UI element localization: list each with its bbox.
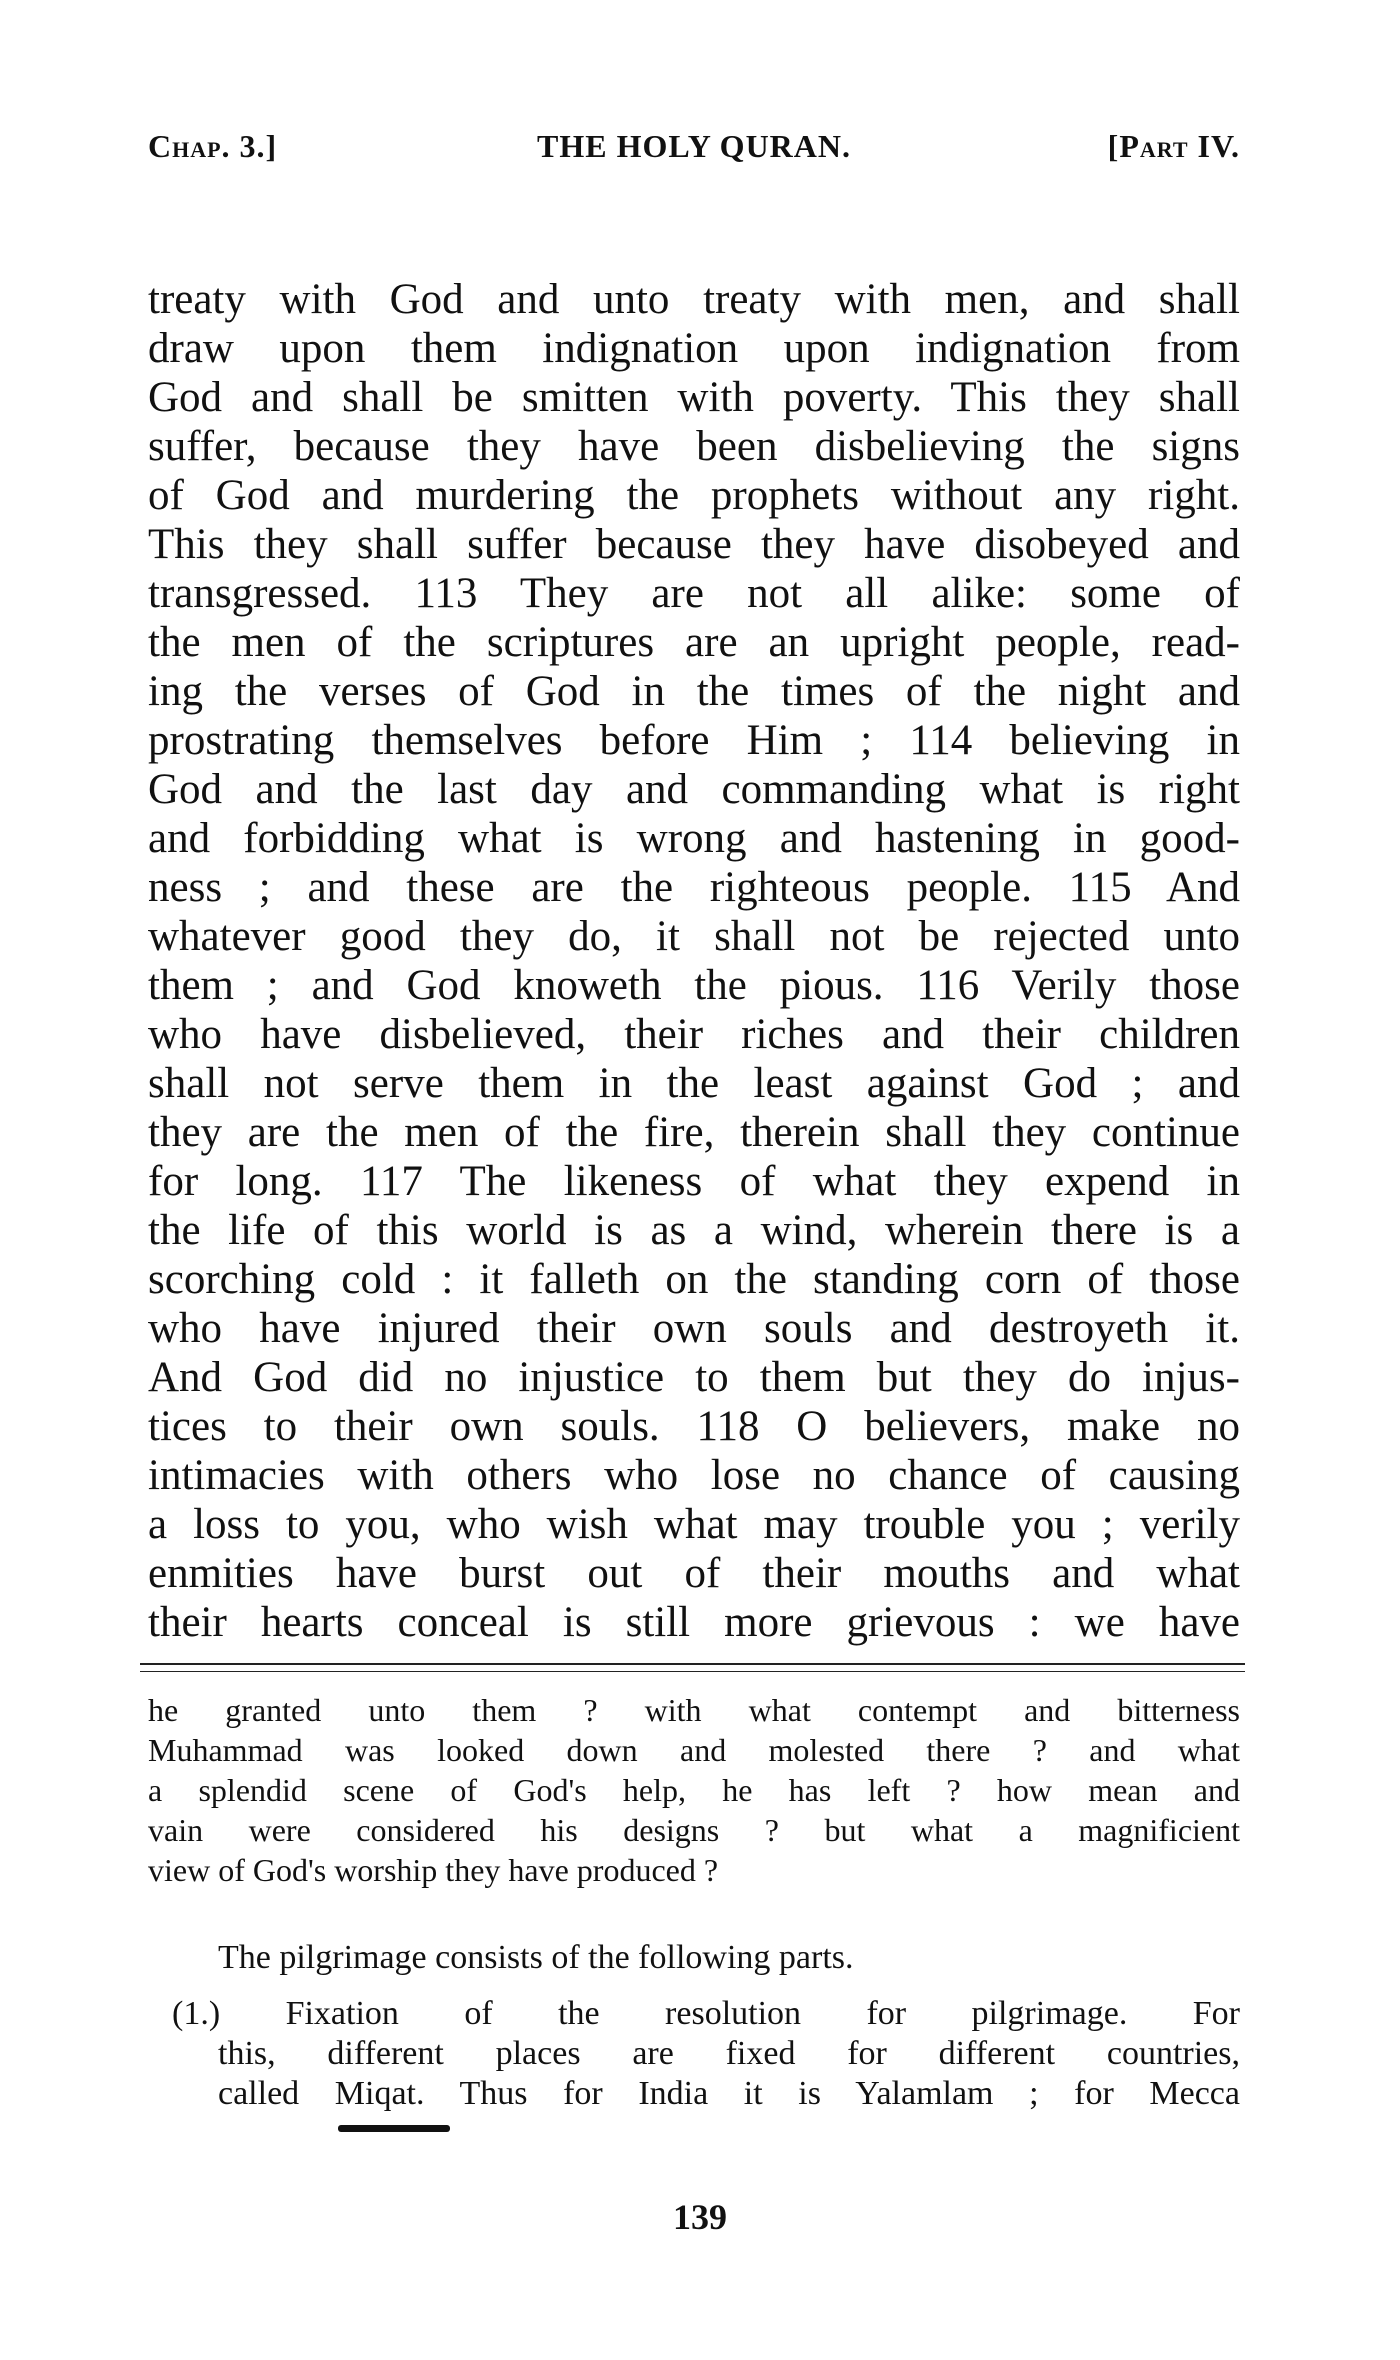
text-line: who have disbelieved, their riches and their children	[148, 1011, 1240, 1058]
text-line: transgressed. 113 They are not all alike: some of	[148, 570, 1240, 617]
footnote-line: view of God's worship they have produced ?	[148, 1852, 719, 1888]
text-line: them ; and God knoweth the pious. 116 Verily those	[148, 962, 1240, 1009]
footnote-divider-thin	[140, 1671, 1245, 1672]
header-title: THE HOLY QURAN.	[536, 128, 851, 164]
footnote-line: vain were considered his designs ? but what a magnificient	[148, 1812, 1240, 1848]
text-line: God and shall be smitten with poverty. This they shall	[148, 374, 1240, 421]
text-line: enmities have burst out of their mouths and what	[148, 1550, 1240, 1597]
text-line: And God did no injustice to them but they do injus-	[148, 1354, 1240, 1401]
page-number: 139	[673, 2197, 727, 2237]
text-line: prostrating themselves before Him ; 114 believing in	[148, 717, 1240, 764]
text-line: God and the last day and commanding what is right	[148, 766, 1240, 813]
ink-underline-mark	[338, 2125, 450, 2132]
text-line: treaty with God and unto treaty with men, and shall	[148, 276, 1240, 323]
footnote-list-line: this, different places are fixed for different countries,	[218, 2035, 1240, 2072]
text-line: and forbidding what is wrong and hastening in good-	[148, 815, 1240, 862]
text-line: the men of the scriptures are an upright people, read-	[148, 619, 1240, 666]
footnote-divider	[140, 1663, 1245, 1665]
text-line: tices to their own souls. 118 O believers, make no	[148, 1403, 1240, 1450]
text-line: scorching cold : it falleth on the standing corn of those	[148, 1256, 1240, 1303]
text-line: the life of this world is as a wind, wherein there is a	[148, 1207, 1240, 1254]
text-line: This they shall suffer because they have disobeyed and	[148, 521, 1240, 568]
text-line: ing the verses of God in the times of the night and	[148, 668, 1240, 715]
text-line: whatever good they do, it shall not be rejected unto	[148, 913, 1240, 960]
text-line: they are the men of the fire, therein shall they continue	[148, 1109, 1240, 1156]
text-line: suffer, because they have been disbelieving the signs	[148, 423, 1240, 470]
text-line: for long. 117 The likeness of what they expend in	[148, 1158, 1240, 1205]
text-line: ness ; and these are the righteous people. 115 And	[148, 864, 1240, 911]
footnote-list-line: called Miqat. Thus for India it is Yalamlam ; for Mecca	[218, 2075, 1240, 2112]
header-chapter: Chap. 3.]	[148, 128, 278, 164]
footnote-text	[148, 1690, 1240, 1890]
text-line: shall not serve them in the least against God ; and	[148, 1060, 1240, 1107]
footnote-list	[172, 1994, 1240, 2114]
footnote-line: he granted unto them ? with what contempt and bitterness	[148, 1692, 1240, 1728]
text-line: a loss to you, who wish what may trouble you ; verily	[148, 1501, 1240, 1548]
text-line: of God and murdering the prophets without any right.	[148, 472, 1240, 519]
footnote-line: a splendid scene of God's help, he has left ? how mean and	[148, 1772, 1240, 1808]
footnote-intro	[218, 1938, 1240, 1978]
text-line: their hearts conceal is still more grievous : we have	[148, 1599, 1240, 1646]
text-line: intimacies with others who lose no chance of causing	[148, 1452, 1240, 1499]
text-line: who have injured their own souls and destroyeth it.	[148, 1305, 1240, 1352]
footnote-list-line: (1.) Fixation of the resolution for pilgrimage. For	[172, 1995, 1240, 2032]
header-part: [Part IV.	[1107, 128, 1240, 164]
footnote-intro-line: The pilgrimage consists of the following parts.	[218, 1939, 854, 1976]
footnote-line: Muhammad was looked down and molested there ? and what	[148, 1732, 1240, 1768]
main-text	[148, 275, 1240, 1647]
text-line: draw upon them indignation upon indignation from	[148, 325, 1240, 372]
running-header	[148, 128, 1240, 176]
